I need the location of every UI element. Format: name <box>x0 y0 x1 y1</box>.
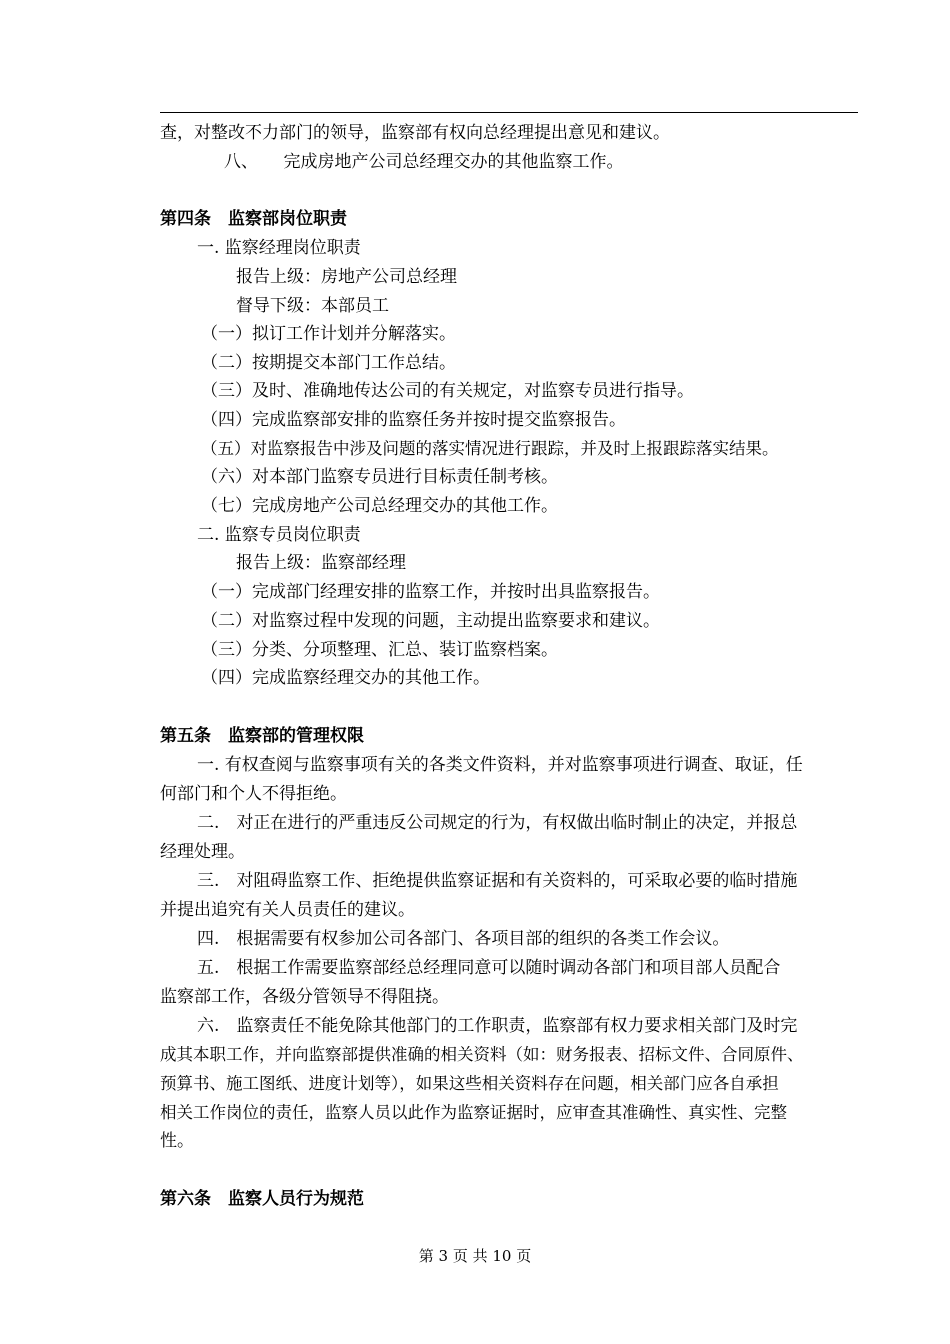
page-number-footer: 第 3 页 共 10 页 <box>418 1247 532 1265</box>
article-heading: 第四条 监察部岗位职责 <box>160 209 347 229</box>
paragraph-line: 预算书、施工图纸、进度计划等），如果这些相关资料存在问题，相关部门应各自承担 <box>160 1074 779 1093</box>
list-item: （四）完成监察部安排的监察任务并按时提交监察报告。 <box>201 410 626 430</box>
paragraph-line: 三. 对阻碍监察工作、拒绝提供监察证据和有关资料的，可采取必要的临时措施 <box>197 871 798 891</box>
paragraph-line: 五. 根据工作需要监察部经总经理同意可以随时调动各部门和项目部人员配合 <box>197 958 781 978</box>
paragraph-line: 六. 监察责任不能免除其他部门的工作职责，监察部有权力要求相关部门及时完 <box>197 1016 798 1036</box>
list-item: （五）对监察报告中涉及问题的落实情况进行跟踪，并及时上报跟踪落实结果。 <box>201 439 779 458</box>
article-heading: 第五条 监察部的管理权限 <box>160 726 364 746</box>
article-heading: 第六条 监察人员行为规范 <box>160 1189 364 1209</box>
list-item: （三）分类、分项整理、汇总、装订监察档案。 <box>201 640 558 660</box>
paragraph-line: 相关工作岗位的责任，监察人员以此作为监察证据时，应审查其准确性、真实性、完整 <box>160 1103 787 1122</box>
paragraph-line: 二. 对正在进行的严重违反公司规定的行为，有权做出临时制止的决定，并报总 <box>197 813 798 833</box>
paragraph-line: 何部门和个人不得拒绝。 <box>160 784 347 804</box>
subsection-heading: 一. 监察经理岗位职责 <box>197 238 361 258</box>
list-item: （三）及时、准确地传达公司的有关规定，对监察专员进行指导。 <box>201 381 694 401</box>
header-rule <box>160 112 858 113</box>
text-line: 八、 完成房地产公司总经理交办的其他监察工作。 <box>224 152 624 172</box>
list-item: （一）拟订工作计划并分解落实。 <box>201 324 456 344</box>
paragraph-line: 四. 根据需要有权参加公司各部门、各项目部的组织的各类工作会议。 <box>197 929 730 949</box>
subsection-heading: 二. 监察专员岗位职责 <box>197 525 361 545</box>
list-item: （四）完成监察经理交办的其他工作。 <box>201 668 490 688</box>
paragraph-line: 成其本职工作，并向监察部提供准确的相关资料（如：财务报表、招标文件、合同原件、 <box>160 1045 804 1064</box>
text-line: 查，对整改不力部门的领导，监察部有权向总经理提出意见和建议。 <box>160 123 670 143</box>
text-line: 督导下级：本部员工 <box>236 296 389 316</box>
list-item: （七）完成房地产公司总经理交办的其他工作。 <box>201 496 558 516</box>
paragraph-line: 一. 有权查阅与监察事项有关的各类文件资料，并对监察事项进行调查、取证，任 <box>197 755 803 775</box>
text-line: 报告上级：监察部经理 <box>236 553 406 573</box>
list-item: （二）按期提交本部门工作总结。 <box>201 353 456 373</box>
list-item: （一）完成部门经理安排的监察工作，并按时出具监察报告。 <box>201 582 660 602</box>
paragraph-line: 监察部工作，各级分管领导不得阻挠。 <box>160 987 449 1007</box>
paragraph-line: 性。 <box>160 1131 194 1151</box>
text-line: 报告上级：房地产公司总经理 <box>236 267 457 287</box>
paragraph-line: 经理处理。 <box>160 842 245 862</box>
list-item: （二）对监察过程中发现的问题，主动提出监察要求和建议。 <box>201 611 660 631</box>
paragraph-line: 并提出追究有关人员责任的建议。 <box>160 900 415 920</box>
list-item: （六）对本部门监察专员进行目标责任制考核。 <box>201 467 558 487</box>
